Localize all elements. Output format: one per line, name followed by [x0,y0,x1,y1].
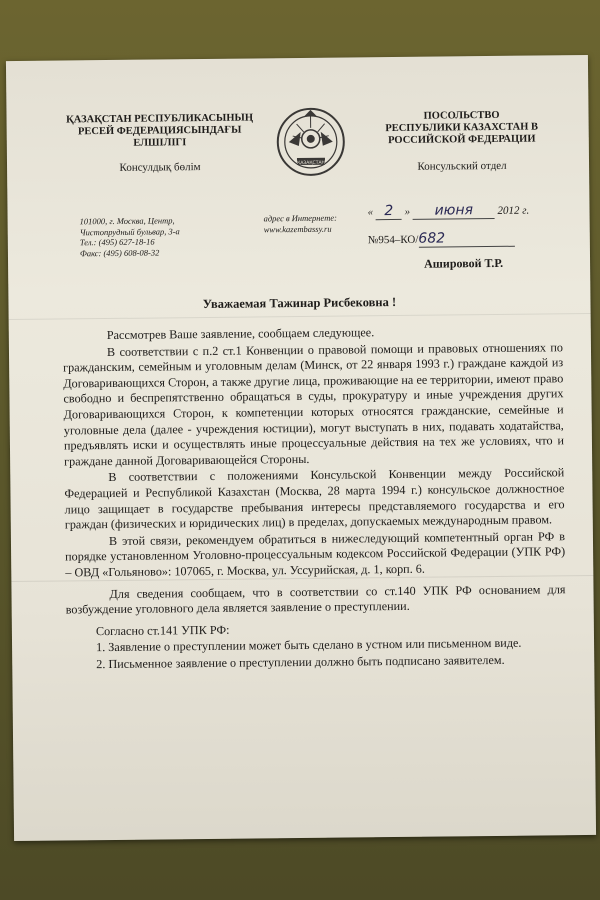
address-line1: 101000, г. Москва, Центр, [79,215,175,227]
date-quote-open: « [367,206,374,219]
number-prefix: №954–КО/ [367,233,419,247]
paragraph: 2. Письменное заявление о преступлении должно быть подписано заявителем. [96,652,505,672]
paragraph: Для сведения сообщаем, что в соответствии со ст.140 УПК РФ основанием для возбуждение уголовного дела является заявление о преступлении. [65,581,566,617]
letter-number [368,230,515,249]
address-line2: Чистопрудный бульвар, 3-а [79,225,180,237]
date-quote-close: » [404,205,411,218]
header-right-line2: РЕСПУБЛИКИ КАЗАХСТАН В [385,121,539,135]
header-right-russian [356,109,567,173]
letter-page [6,55,596,841]
letter-date [367,202,529,221]
header-left-line2: РЕСЕЙ ФЕДЕРАЦИЯСЫНДАҒЫ [77,124,242,138]
date-month: июня [413,202,495,220]
fax-line: Факс: (495) 608-08-32 [79,246,160,258]
website-block [264,213,338,235]
postal-address [80,215,180,258]
paragraph: В соответствии с положениями Консульской Конвенции между Российской Федерацией и Республикой Казахстан (Москва, 28 марта 1994 г.) консульское должностное лицо защищает в государстве пребывания интересы представляемого государства и его граждан (физических и юридических лиц) в пределах, допускаемых международным правом. [64,465,565,532]
paragraph: 1. Заявление о преступлении может быть сделано в устном или письменном виде. [96,635,522,655]
date-year: 2012 г. [497,204,530,217]
header-right-line1: ПОСОЛЬСТВО [423,109,500,122]
paragraph: В соответствии с п.2 ст.1 Конвенции о правовой помощи и правовых отношениях по гражданским, семейным и уголовным делам (Минск, от 22 января 1993 г.) граждане каждой из Договаривающихся Сторон, а также другие лица, проживающие на ее территории, имеют право свободно и беспрепятственно обращаться в суды, прокуратуру и иные учреждения других Договаривающихся Сторон, к компетенции которых относятся гражданские, семейные и уголовные дела (далее - учреждения юстиции), могут выступать в них, подавать ходатайства, предъявлять иски и осуществлять иные процессуальные действия на тех же условиях, что и граждане данной Договаривающейся Стороны. [63,339,565,469]
letter-body [63,323,567,673]
number-value: 682 [418,230,514,248]
paragraph: Согласно ст.141 УПК РФ: [95,622,230,638]
header-left-line3: ЕЛШІЛІГІ [133,137,187,149]
fold-line [9,313,591,320]
header-left-kazakh [54,112,265,174]
paragraph: Рассмотрев Ваше заявление, сообщаем следующее. [106,325,375,343]
recipient-name: Ашировой Т.Р. [424,255,504,271]
header-left-department: Консулдық бөлім [119,161,201,174]
salutation: Уважаемая Тажинар Рисбековна ! [202,294,397,312]
state-emblem-icon [274,106,347,179]
emblem-label: ҚАЗАҚСТАН [297,160,325,167]
header-right-line3: РОССИЙСКОЙ ФЕДЕРАЦИИ [387,133,536,147]
date-day: 2 [376,203,402,220]
header-left-line1: ҚАЗАҚСТАН РЕСПУБЛИКАСЫНЫҢ [66,112,254,126]
website-url: www.kazembassy.ru [263,223,332,234]
header-right-department: Консульский отдел [417,159,507,173]
phone-line: Тел.: (495) 627-18-16 [79,236,155,248]
paragraph: В этой связи, рекомендуем обратиться в нижеследующий компетентный орган РФ в порядке установленном Уголовно-процессуальным кодексом Российской Федерации (УПК РФ) – ОВД «Гольяново»: 107065, г. Москва, ул. Уссурийская, д. 1, корп. 6. [65,528,566,580]
website-label: адрес в Интернете: [263,212,337,224]
